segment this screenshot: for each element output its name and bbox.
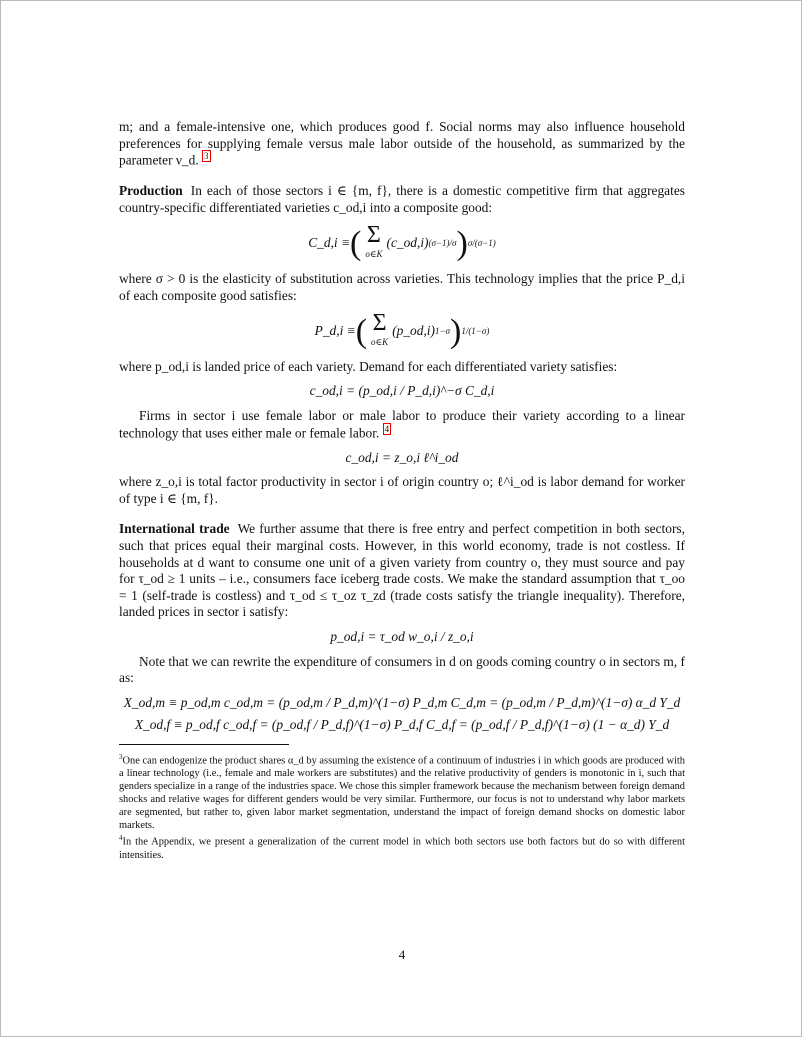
footnote-4-marker: 4 [119, 834, 123, 843]
eq1-exp: (σ−1)/σ [428, 238, 457, 249]
firms-text: Firms in sector i use female labor or male labor to produce their variety according to a linear technology that uses either male or female labor. [119, 408, 685, 441]
eq1-body: (c_od,i) [386, 235, 429, 251]
production-text: In each of those sectors i ∈ {m, f}, there is a domestic competitive firm that aggregates country-specific differentiated varieties c_od,i into a composite good: [119, 183, 685, 215]
footnote-rule [119, 744, 289, 745]
sum-operator: Σ o∈K [365, 222, 383, 260]
intro-text: m; and a female-intensive one, which produces good f. Social norms may also influence household preferences for supplying female versus male labor outside of the household, as summarized by the parameter ν_d. [119, 119, 685, 168]
footnote-4-text: In the Appendix, we present a generalization of the current model in which both sectors use both factors but do so with different intensities. [119, 836, 685, 861]
equation-technology: c_od,i = z_o,i ℓ^i_od [345, 449, 459, 465]
page-body [119, 119, 685, 862]
after-eq2-text: where p_od,i is landed price of each variety. Demand for each differentiated variety satisfies: [119, 358, 618, 374]
footnote-3 [119, 751, 685, 832]
note-paragraph: Note that we can rewrite the expenditure of consumers in d on goods coming country o in sectors m, f as: [119, 653, 685, 686]
equation-landed-price: p_od,i = τ_od w_o,i / z_o,i [330, 629, 474, 644]
equation-composite-good: C_d,i ≡ ( Σ o∈K (c_od,i) (σ−1)/σ ) σ/(σ−1) [308, 222, 496, 262]
equation-demand: c_od,i = (p_od,i / P_d,i)^−σ C_d,i [309, 383, 495, 399]
production-heading: Production [119, 183, 183, 199]
after-eq4-text: where z_o,i is total factor productivity in sector i of origin country o; ℓ^i_od is labor demand for worker of type i ∈ {m, f}. [119, 474, 685, 506]
trade-text: We further assume that there is free entry and perfect competition in both sectors, such that prices equal their marginal costs. However, in this world economy, trade is not costless. If households at d want to consume one unit of a given variety from country o, they must source and pay for τ_od ≥ 1 units – i.e., consumers face iceberg trade costs. We make the standard assumption that τ_oo = 1 (self-trade is costless) and τ_od ≤ τ_oz τ_zd (trade costs satisfy the triangle inequality). Therefore, landed prices in sector i satisfy: [119, 521, 685, 620]
expenditure-equations [119, 695, 685, 734]
after-eq1-text: where σ > 0 is the elasticity of substitution across varieties. This technology implies that the price P_d,i of each composite good satisfies: [119, 271, 685, 303]
trade-heading: International trade [119, 521, 230, 537]
eq2-exp: 1−σ [434, 326, 450, 337]
footnote-ref-4[interactable]: 4 [384, 423, 390, 434]
footnote-3-text: One can endogenize the product shares α_d by assuming the existence of a continuum of industries i in which goods are produced with a linear technology (i.e., female and male workers are substitutes) and the relative productivity of genders is monotonic in i, such that genders specialize in a range of the industries space. We chose this simpler framework because the mechanism between foreign demand shocks and relative wages for different genders would be very similar. Furthermore, our focus is not to understand why labor markets are segmented, but rather to, given labor market segmentation, understand the impact of foreign demand shocks on domestic labor markets. [119, 755, 685, 832]
eq2-lhs: P_d,i ≡ [314, 323, 356, 339]
intro-paragraph [119, 119, 685, 169]
eq1-lhs: C_d,i ≡ [308, 235, 350, 251]
eq2-body: (p_od,i) [392, 323, 435, 339]
eq1-outer-exp: σ/(σ−1) [467, 238, 496, 249]
expenditure-eq-m: X_od,m ≡ p_od,m c_od,m = (p_od,m / P_d,m)^(1−σ) P_d,m C_d,m = (p_od,m / P_d,m)^(1−σ) α_d Y_d [123, 694, 681, 710]
equation-price-index: P_d,i ≡ ( Σ o∈K (p_od,i) 1−σ ) 1/(1−σ) [314, 310, 490, 350]
eq2-outer-exp: 1/(1−σ) [461, 326, 490, 337]
sum-operator: Σ o∈K [371, 310, 389, 348]
footnote-ref-3[interactable]: 3 [204, 151, 209, 162]
footnote-4 [119, 832, 685, 861]
production-paragraph [119, 183, 685, 216]
footnote-3-marker: 3 [119, 752, 123, 761]
firms-paragraph [119, 408, 685, 442]
page-number: 4 [398, 947, 406, 962]
expenditure-eq-f: X_od,f ≡ p_od,f c_od,f = (p_od,f / P_d,f)^(1−σ) P_d,f C_d,f = (p_od,f / P_d,f)^(1−σ) (1 − α_d) Y_d [134, 717, 670, 733]
trade-paragraph [119, 521, 685, 621]
